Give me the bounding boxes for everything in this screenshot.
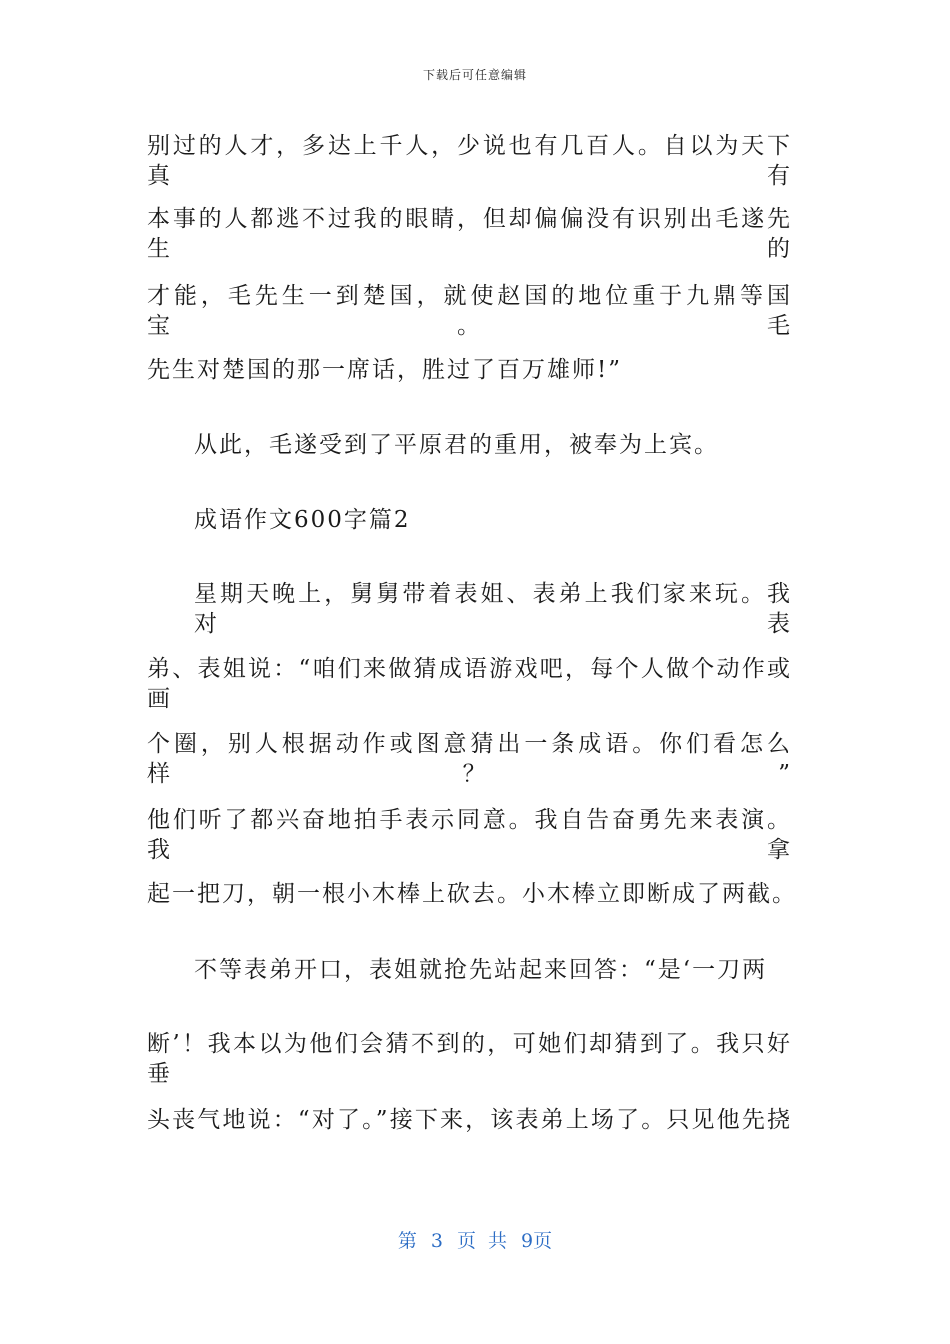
body-line: 别过的人才，多达上千人，少说也有几百人。自以为天下真有 (147, 133, 792, 189)
footer-middle: 页 共 (456, 1230, 508, 1252)
body-line: 才能，毛先生一到楚国，就使赵国的地位重于九鼎等国宝。毛 (147, 283, 792, 339)
footer-prefix: 第 (397, 1230, 417, 1252)
total-pages: 9页 (521, 1230, 553, 1252)
body-line: 先生对楚国的那一席话，胜过了百万雄师!” (147, 357, 623, 383)
current-page-number: 3 (430, 1230, 443, 1252)
body-line: 弟、表姐说：“咱们来做猜成语游戏吧，每个人做个动作或画 (147, 656, 792, 712)
body-line: 他们听了都兴奋地拍手表示同意。我自告奋勇先来表演。我拿 (147, 807, 792, 863)
paragraph-line: 不等表弟开口，表姐就抢先站起来回答：“是‘一刀两 (194, 957, 768, 983)
body-line: 个圈，别人根据动作或图意猜出一条成语。你们看怎么样？” (147, 731, 792, 787)
paragraph-line: 从此，毛遂受到了平原君的重用，被奉为上宾。 (194, 432, 719, 458)
body-line: 起一把刀，朝一根小木棒上砍去。小木棒立即断成了两截。 (147, 881, 797, 907)
page-number-footer (0, 1226, 950, 1253)
body-line: 本事的人都逃不过我的眼睛，但却偏偏没有识别出毛遂先生的 (147, 206, 792, 262)
section-heading: 成语作文600字篇2 (194, 507, 411, 533)
paragraph-line: 星期天晚上，舅舅带着表姐、表弟上我们家来玩。我对表 (194, 581, 792, 637)
body-line: 断’！我本以为他们会猜不到的，可她们却猜到了。我只好垂 (147, 1031, 792, 1087)
page-header: 下载后可任意编辑 (422, 68, 527, 82)
body-line: 头丧气地说：“对了。”接下来，该表弟上场了。只见他先挠 (147, 1107, 792, 1133)
